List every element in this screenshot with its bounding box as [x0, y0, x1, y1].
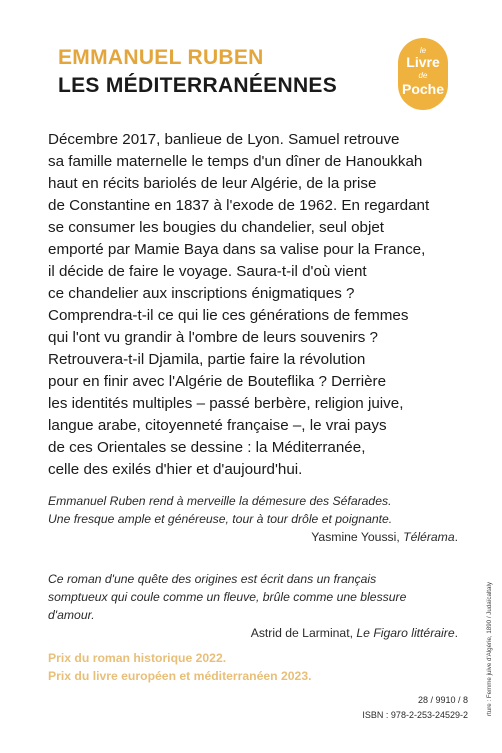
quote-end: .	[454, 530, 458, 544]
synopsis-line: celle des exilés d'hier et d'aujourd'hui.	[48, 461, 303, 478]
quote-source: Le Figaro littéraire	[356, 626, 455, 640]
quote-line: Emmanuel Ruben rend à merveille la démesure des Séfarades.	[48, 494, 392, 508]
isbn: ISBN : 978-2-253-24529-2	[362, 710, 468, 720]
logo-le: le	[419, 46, 427, 55]
quote-author: Yasmine Youssi,	[311, 530, 404, 544]
synopsis-line: haut en récits bariolés de leur Algérie, de la prise	[48, 175, 377, 192]
synopsis-line: de Constantine en 1837 à l'exode de 1962. En regardant	[48, 197, 430, 214]
synopsis-line: pour en finir avec l'Algérie de Bouteflika ? Derrière	[48, 373, 387, 390]
synopsis-line: Retrouvera-t-il Djamila, partie faire la révolution	[48, 351, 366, 368]
quote-attribution	[48, 624, 458, 642]
review-quote-1	[48, 492, 458, 546]
synopsis-line: Comprendra-t-il ce qui lie ces générations de femmes	[48, 307, 409, 324]
quote-source: Télérama	[403, 530, 455, 544]
quote-end: .	[454, 626, 458, 640]
quote-line: Ce roman d'une quête des origines est écrit dans un français	[48, 572, 377, 586]
quote-line: somptueux qui coule comme un fleuve, brûle comme une blessure	[48, 590, 407, 604]
synopsis-line: de ces Orientales se dessine : la Méditerranée,	[48, 439, 366, 456]
quote-attribution	[48, 528, 458, 546]
synopsis-line: emporté par Mamie Baya dans sa valise pour la France,	[48, 241, 426, 258]
synopsis-line: qui l'ont vu grandir à l'ombre de leurs souvenirs ?	[48, 329, 378, 346]
catalog-number: 28 / 9910 / 8	[417, 695, 468, 705]
quote-author: Astrid de Larminat,	[250, 626, 357, 640]
publisher-logo	[398, 38, 448, 110]
prize-line: Prix du livre européen et méditerranéen 2023.	[48, 669, 312, 683]
quote-line: d'amour.	[48, 608, 95, 622]
synopsis-line: langue arabe, citoyenneté française –, le vrai pays	[48, 417, 387, 434]
logo-de: de	[418, 71, 428, 80]
synopsis-line: il décide de faire le voyage. Saura-t-il d'où vient	[48, 263, 367, 280]
cover-credit	[486, 546, 494, 716]
synopsis	[48, 129, 468, 481]
logo-poche: Poche	[401, 81, 444, 97]
logo-livre: Livre	[406, 54, 440, 70]
synopsis-line: Décembre 2017, banlieue de Lyon. Samuel retrouve	[48, 131, 400, 148]
publisher-codes	[362, 693, 468, 723]
prize-line: Prix du roman historique 2022.	[48, 651, 227, 665]
quote-line: Une fresque ample et généreuse, tour à tour drôle et poignante.	[48, 512, 393, 526]
author-name: EMMANUEL RUBEN	[58, 46, 264, 69]
synopsis-line: ce chandelier aux inscriptions énigmatiques ?	[48, 285, 355, 302]
cover-credit-text: rture : Femme juive d'Algérie, 1890 / Judaïcaltaly	[486, 582, 493, 716]
synopsis-line: se consumer les bougies du chandelier, seul objet	[48, 219, 385, 236]
synopsis-line: sa famille maternelle le temps d'un dîner de Hanoukkah	[48, 153, 423, 170]
review-quote-2	[48, 570, 458, 642]
synopsis-line: les identités multiples – passé berbère, religion juive,	[48, 395, 404, 412]
book-title: LES MÉDITERRANÉENNES	[58, 74, 338, 97]
